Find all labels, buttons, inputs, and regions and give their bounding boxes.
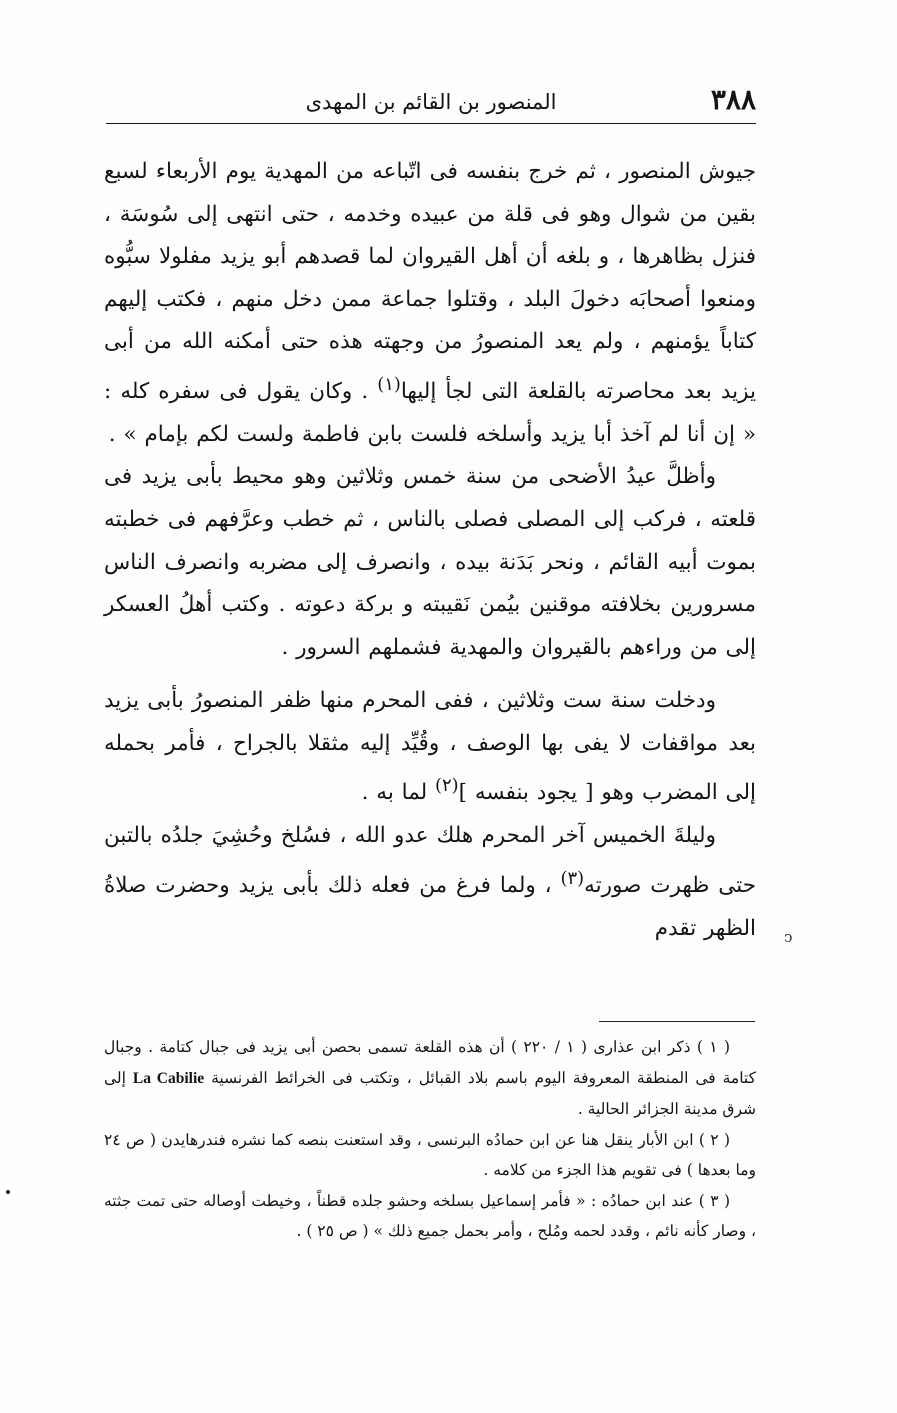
header-rule — [106, 123, 756, 124]
footnote-1-end: إلى شرق مدينة الجزائر الحالية . — [104, 1068, 756, 1118]
footnote-1-latin-term: La Cabilie — [132, 1069, 205, 1087]
footnote-1 — [104, 1032, 756, 1125]
paragraph-4-end: ، ولما فرغ من فعله ذلك بأبى يزيد وحضرت صلاةُ الظهر تقدم — [104, 872, 756, 941]
footnote-ref-3: (٣) — [560, 867, 585, 889]
paragraph-2: وأظلَّ عيدُ الأضحى من سنة خمس وثلاثين وهو محيط بأبى يزيد فى قلعته ، فركب إلى المصلى فصلى بالناس ، ثم خطب وعرَّفهم فى خطبته بموت أبيه القائم ، ونحر بَدَنة بيده ، وانصرف إلى مضربه وانصرف الناس مسرورين بخلافته موقنين بيُمن نَقيبته و بركة دعوته . وكتب أهلُ العسكر إلى من وراءهم بالقيروان والمهدية فشملهم السرور . — [104, 464, 756, 660]
margin-mark: ↄ — [784, 928, 793, 946]
footnote-1-text: ( ١ ) ذكر ابن عذارى ( ١ / ٢٢٠ ) أن هذه القلعة تسمى بحصن أبى يزيد فى جبال كتامة . وجبال كتامة فى المنطقة المعروفة اليوم باسم بلاد القبائل ، وتكتب فى الخرائط الفرنسية — [104, 1038, 756, 1087]
paragraph-1-text: جيوش المنصور ، ثم خرج بنفسه فى اتّباعه من المهدية يوم الأربعاء لسبع بقين من شوال وهو فى قلة من عبيده وخدمه ، حتى انتهى إلى سُوسَة ، فنزل بظاهرها ، و بلغه أن أهل القيروان لما قصدهم أبو يزيد مفلولا سبُّوه ومنعوا أصحابَه دخولَ البلد ، وقتلوا جماعة ممن دخل منهم ، فكتب إليهم كتاباً يؤمنهم ، ولم يعد المنصورُ من وجهته هذه حتى أمكنه الله من أبى يزيد بعد محاصرته بالقلعة التى لجأ إليها — [104, 159, 756, 405]
edge-dot — [6, 1190, 10, 1194]
page-number: ٣٨٨ — [710, 83, 756, 116]
main-text — [104, 151, 756, 950]
footnote-separator — [599, 1021, 755, 1022]
paragraph-1-end: . وكان يقول فى سفره كله : « إن أنا لم آخذ أبا يزيد وأسلخه فلست بابن فاطمة ولست لكم بإمام » . — [104, 379, 756, 447]
footnote-ref-2: (٢) — [435, 775, 459, 797]
page-header — [106, 82, 756, 122]
running-title: المنصور بن القائم بن المهدى — [305, 90, 557, 114]
footnote-3: ( ٣ ) عند ابن حمادُه : « فأمر إسماعيل بسلخه وحشو جلده قطناً ، وخيطت أوصاله حتى تمت جثته ، وصار كأنه نائم ، وقدد لحمه ومُلح ، وأمر بحمل جميع ذلك » ( ص ٢٥ ) . — [104, 1191, 756, 1240]
footnote-ref-1: (١) — [377, 373, 401, 395]
paragraph-3-end: لما به . — [361, 780, 436, 806]
paragraph-4-text: وليلةَ الخميس آخر المحرم هلك عدو الله ، فسُلخ وحُشِيَ جلدُه بالتبن حتى ظهرت صورته — [104, 823, 756, 898]
paragraph-3-text: ودخلت سنة ست وثلاثين ، ففى المحرم منها ظفر المنصورُ بأبى يزيد بعد مواقفات لا يفى بها الوصف ، وقُيِّد إليه مثقلا بالجراح ، فأمر بحمله إلى المضرب وهو [ يجود بنفسه ] — [104, 688, 756, 806]
paragraph-4 — [104, 815, 756, 950]
footnotes — [104, 1032, 756, 1247]
paragraph-3 — [104, 680, 756, 815]
paragraph-1 — [104, 151, 756, 456]
footnote-2: ( ٢ ) ابن الأبار ينقل هنا عن ابن حمادُه البرنسى ، وقد استعنت بنصه كما نشره فندرهايدن ( ص ٢٤ وما بعدها ) فى تقويم هذا الجزء من كلامه . — [104, 1130, 756, 1179]
